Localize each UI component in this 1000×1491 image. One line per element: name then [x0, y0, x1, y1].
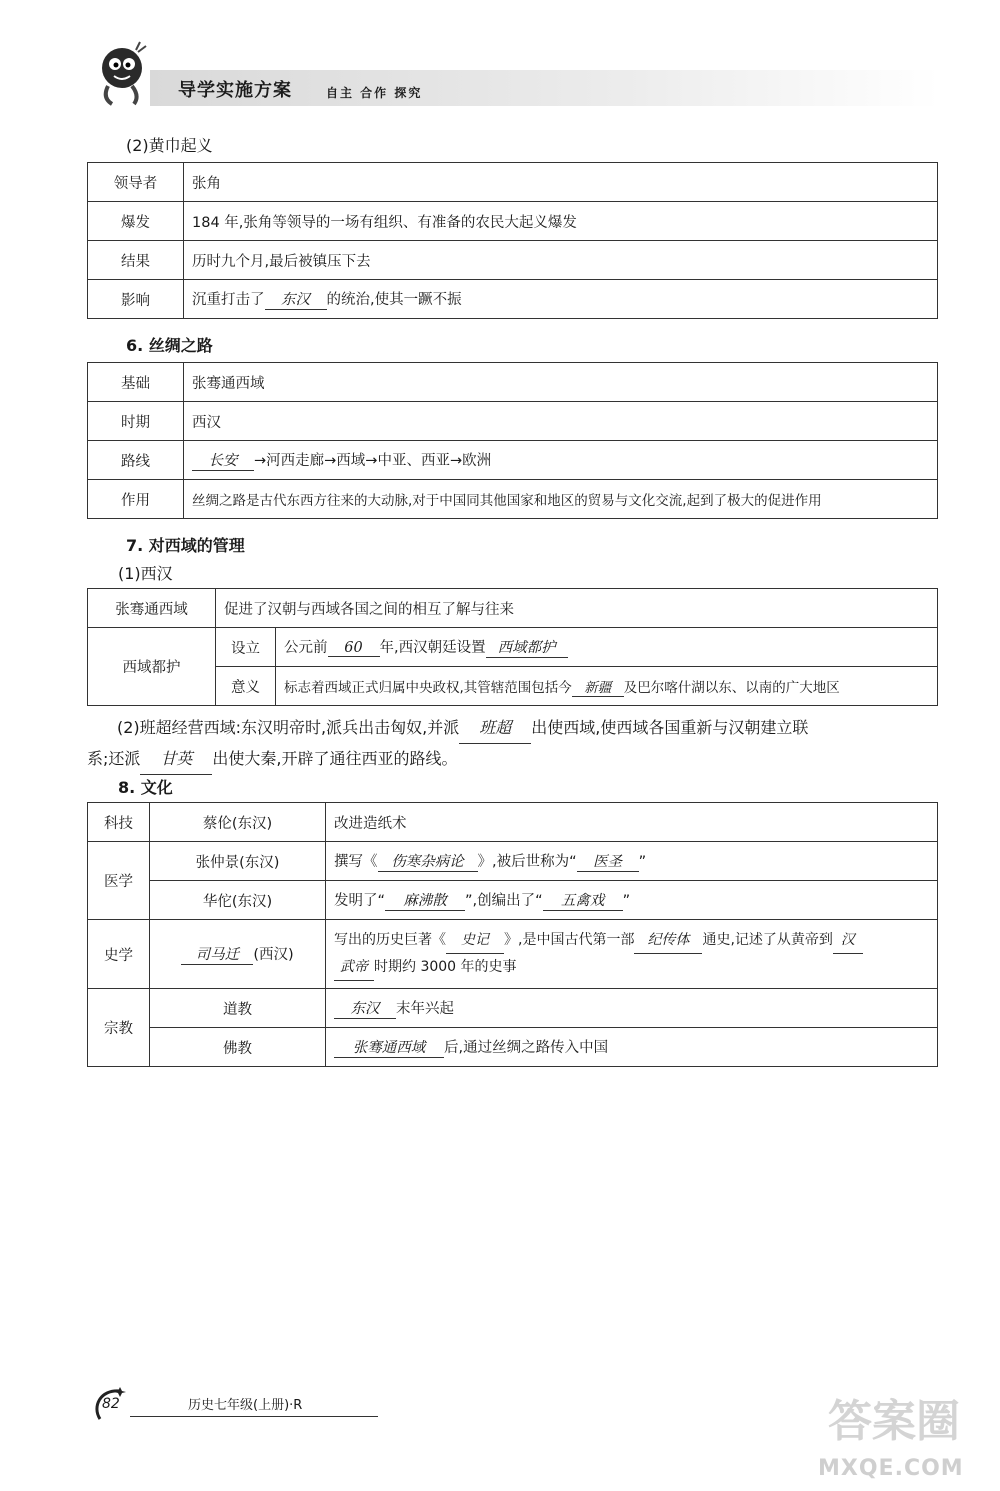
row-content: 标志着西域正式归属中央政权,其管辖范围包括今 新疆 及巴尔喀什湖以东、以南的广大地区 [276, 667, 938, 706]
table-row [88, 881, 938, 920]
row-label: 西域都护 [88, 628, 216, 706]
person-cell: 蔡伦(东汉) [150, 803, 326, 842]
row-label: 张骞通西域 [88, 589, 216, 628]
row-content: 写出的历史巨著《 史记 》,是中国古代第一部 纪传体 通史,记述了从黄帝到 汉 武帝 时期约 3000 年的史事 [326, 920, 938, 989]
answer-fill: 长安 [192, 449, 254, 471]
person-cell: 佛教 [150, 1028, 326, 1067]
row-content: 西汉 [184, 402, 938, 441]
table-row [88, 280, 938, 319]
table-row [88, 202, 938, 241]
watermark-logo-text: 答案圈 [828, 1396, 960, 1447]
row-content: 丝绸之路是古代东西方往来的大动脉,对于中国同其他国家和地区的贸易与文化交流,起到了极大的促进作用 [184, 480, 938, 519]
answer-fill: 班超 [459, 713, 531, 744]
row-label: 路线 [88, 441, 184, 480]
table-row [88, 1028, 938, 1067]
category-label: 科技 [88, 803, 150, 842]
table-row [88, 803, 938, 842]
answer-fill: 西域都护 [486, 636, 568, 658]
culture-table [87, 802, 938, 1067]
row-content: 历时九个月,最后被镇压下去 [184, 241, 938, 280]
answer-fill: 司马迁 [181, 943, 253, 965]
table-row [88, 842, 938, 881]
answer-fill: 五禽戏 [543, 889, 623, 911]
heading-silk-road: 6. 丝绸之路 [126, 336, 213, 355]
silk-road-table [87, 362, 938, 519]
answer-fill: 汉 [833, 927, 863, 954]
sub-label: 设立 [216, 628, 276, 667]
person-cell: 华佗(东汉) [150, 881, 326, 920]
footer-divider [130, 1416, 378, 1417]
answer-fill: 60 [328, 640, 380, 657]
watermark-logo [822, 1388, 982, 1450]
table-row [88, 667, 938, 706]
table-row [88, 920, 938, 989]
heading-culture: 8. 文化 [118, 778, 173, 797]
person-cell: 张仲景(东汉) [150, 842, 326, 881]
table-row [88, 241, 938, 280]
table-row [88, 480, 938, 519]
row-label: 基础 [88, 363, 184, 402]
mascot-icon [88, 38, 160, 110]
answer-fill: 东汉 [334, 997, 396, 1019]
sub-label: 意义 [216, 667, 276, 706]
table-row [88, 628, 938, 667]
person-cell: 道教 [150, 989, 326, 1028]
book-title: 历史七年级(上册)·R [188, 1398, 303, 1413]
answer-fill: 甘英 [140, 744, 212, 775]
person-cell: 司马迁 (西汉) [150, 920, 326, 989]
banchao-paragraph: (2)班超经营西域:东汉明帝时,派兵出击匈奴,并派 班超 出使西域,使西域各国重新与汉朝建立联 系;还派 甘英 出使大秦,开辟了通往西亚的路线。 [87, 713, 940, 775]
row-label: 爆发 [88, 202, 184, 241]
page-number: 82 [102, 1396, 120, 1412]
row-content: 发明了“ 麻沸散 ”,创编出了“ 五禽戏 ” [326, 881, 938, 920]
table-row [88, 589, 938, 628]
row-content: 184 年,张角等领导的一场有组织、有准备的农民大起义爆发 [184, 202, 938, 241]
answer-fill: 新疆 [572, 676, 624, 697]
row-content: 撰写《 伤寒杂病论 》,被后世称为“ 医圣 ” [326, 842, 938, 881]
row-content: 公元前 60 年,西汉朝廷设置 西域都护 [276, 628, 938, 667]
row-content: 张骞通西域 [184, 363, 938, 402]
answer-fill: 史记 [446, 927, 504, 954]
row-label: 结果 [88, 241, 184, 280]
row-content: 长安 →河西走廊→西域→中亚、西亚→欧洲 [184, 441, 938, 480]
row-content: 东汉 末年兴起 [326, 989, 938, 1028]
header-title: 导学实施方案 [178, 80, 292, 101]
table-row [88, 402, 938, 441]
subheading-xihan: (1)西汉 [118, 564, 173, 583]
answer-fill: 纪传体 [634, 927, 702, 954]
row-content: 张骞通西域 后,通过丝绸之路传入中国 [326, 1028, 938, 1067]
row-content: 沉重打击了 东汉 的统治,使其一蹶不振 [184, 280, 938, 319]
table-row [88, 363, 938, 402]
header-subtitle: 自主 合作 探究 [326, 86, 423, 100]
answer-fill: 麻沸散 [385, 889, 465, 911]
row-label: 影响 [88, 280, 184, 319]
row-label: 作用 [88, 480, 184, 519]
heading-huangjin: (2)黄巾起义 [126, 136, 213, 155]
xiyu-table [87, 588, 938, 706]
answer-fill: 医圣 [577, 850, 639, 872]
answer-fill: 东汉 [265, 288, 327, 310]
answer-fill: 武帝 [334, 954, 374, 981]
row-content: 张角 [184, 163, 938, 202]
huangjin-table [87, 162, 938, 319]
table-row [88, 441, 938, 480]
row-content: 改进造纸术 [326, 803, 938, 842]
category-label: 史学 [88, 920, 150, 989]
row-content: 促进了汉朝与西域各国之间的相互了解与往来 [216, 589, 938, 628]
row-label: 领导者 [88, 163, 184, 202]
heading-xiyu: 7. 对西域的管理 [126, 536, 245, 555]
category-label: 宗教 [88, 989, 150, 1067]
answer-fill: 张骞通西域 [334, 1036, 444, 1058]
table-row [88, 163, 938, 202]
watermark-url: MXQE.COM [818, 1456, 964, 1481]
answer-fill: 伤寒杂病论 [378, 850, 478, 872]
category-label: 医学 [88, 842, 150, 920]
row-label: 时期 [88, 402, 184, 441]
table-row [88, 989, 938, 1028]
